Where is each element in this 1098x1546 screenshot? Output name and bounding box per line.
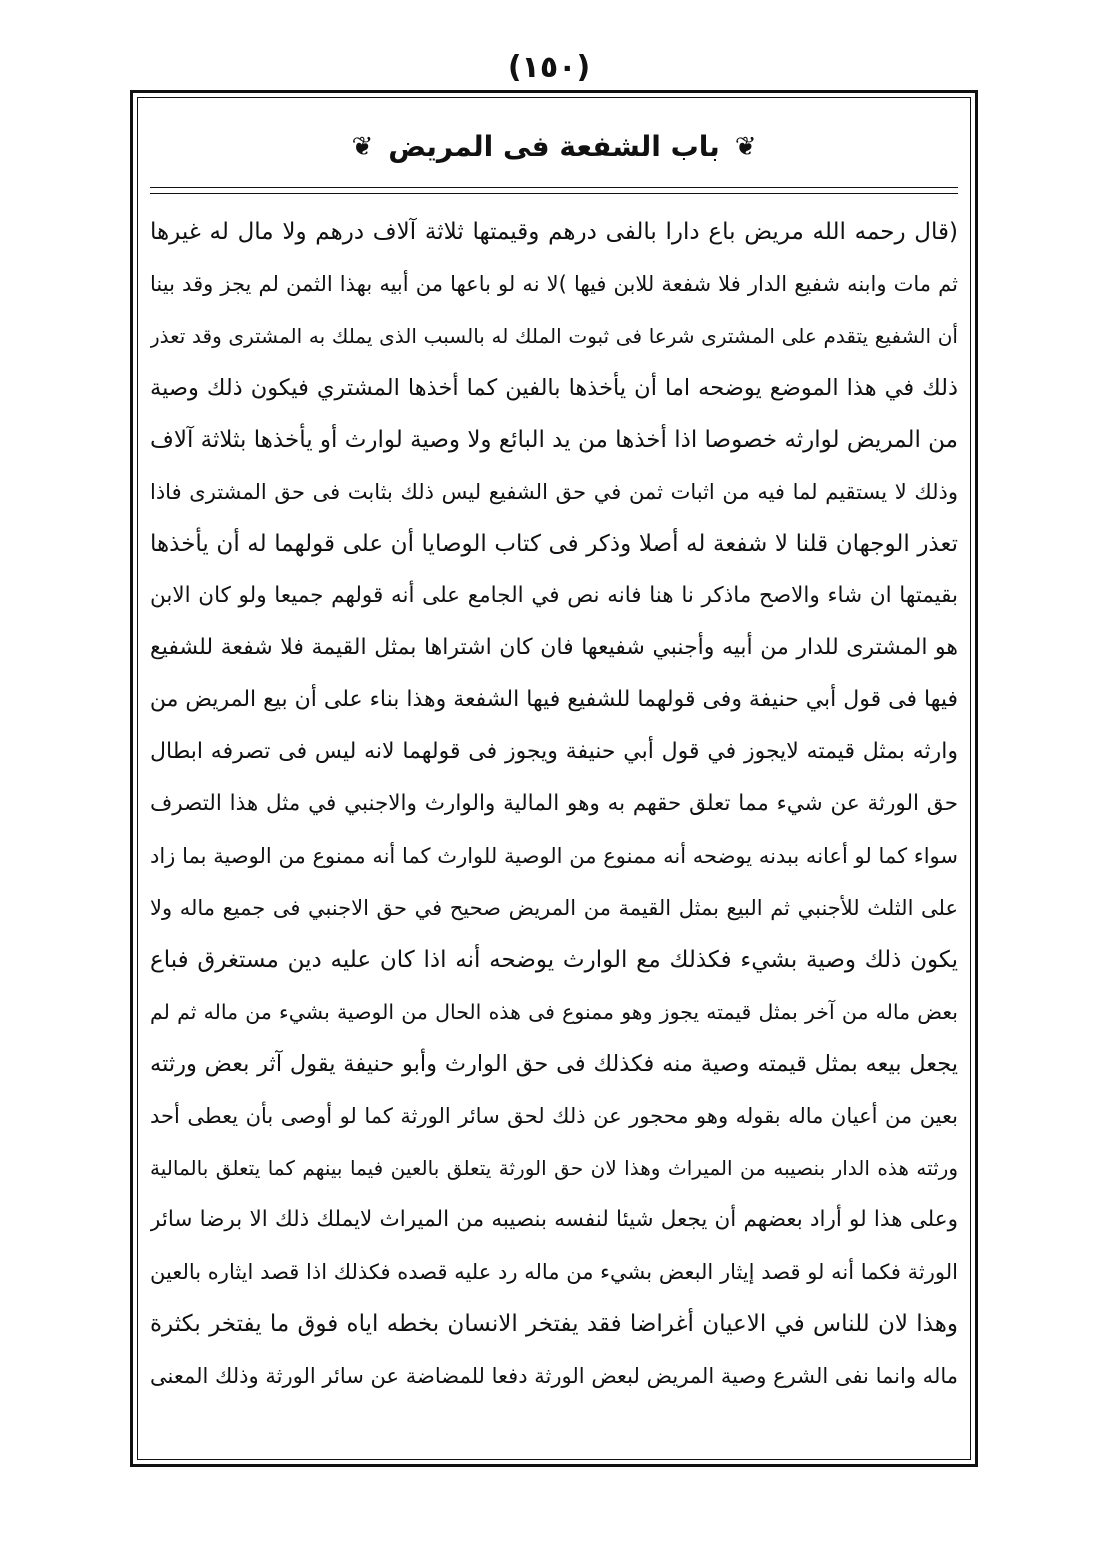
- chapter-header: [137, 118, 971, 174]
- page-number: (١٥٠): [507, 50, 591, 85]
- header-rule-bottom: [150, 193, 958, 194]
- text-line: ماله وانما نفى الشرع وصية المريض لبعض الورثة دفعا للمضاضة عن سائر الورثة وذلك المعنى: [150, 1364, 958, 1388]
- text-line: أن الشفيع يتقدم على المشترى شرعا فى ثبوت الملك له بالسبب الذى يملك به المشترى وقد تعذر: [150, 324, 958, 348]
- chapter-title: باب الشفعة فى المريض: [388, 130, 720, 163]
- text-line: يكون ذلك وصية بشيء فكذلك مع الوارث يوضحه أنه اذا كان عليه دين مستغرق فباع: [150, 947, 958, 973]
- text-line: ورثته هذه الدار بنصيبه من الميراث وهذا لان حق الورثة يتعلق بالعين فيما بينهم كما يتعلق بالمالية: [150, 1156, 958, 1180]
- text-line: وعلى هذا لو أراد بعضهم أن يجعل شيئا لنفسه بنصيبه من الميراث لايملك ذلك الا برضا سائر: [150, 1207, 958, 1232]
- text-line: ثم مات وابنه شفيع الدار فلا شفعة للابن فيها )لا نه لو باعها من أبيه بهذا الثمن لم يجز وقد بينا: [150, 272, 958, 296]
- text-line: من المريض لوارثه خصوصا اذا أخذها من يد البائع ولا وصية لوارث أو يأخذها بثلاثة آلاف: [150, 427, 958, 453]
- text-line: (قال رحمه الله مريض باع دارا بالفى درهم وقيمتها ثلاثة آلاف درهم ولا مال له غيرها: [150, 219, 958, 245]
- text-line: يجعل بيعه بمثل قيمته وصية منه فكذلك فى حق الوارث وأبو حنيفة يقول آثر بعض ورثته: [150, 1051, 958, 1077]
- text-line: فيها فى قول أبي حنيفة وفى قولهما للشفيع فيها الشفعة وهذا بناء على أن بيع المريض من: [150, 687, 958, 712]
- text-line: وهذا لان للناس في الاعيان أغراضا فقد يفتخر الانسان بخطه اياه فوق ما يفتخر بكثرة: [150, 1311, 958, 1337]
- header-rule-top: [150, 187, 958, 188]
- text-line: ذلك في هذا الموضع يوضحه اما أن يأخذها بالفين كما أخذها المشتري فيكون ذلك وصية: [150, 375, 958, 401]
- text-line: وذلك لا يستقيم لما فيه من اثبات ثمن في حق الشفيع ليس ذلك بثابت فى حق المشترى فاذا: [150, 480, 958, 504]
- text-line: سواء كما لو أعانه ببدنه يوضحه أنه ممنوع من الوصية للوارث كما أنه ممنوع من الوصية بما زاد: [150, 844, 958, 868]
- text-line: تعذر الوجهان قلنا لا شفعة له أصلا وذكر فى كتاب الوصايا أن على قولهما له أن يأخذها: [150, 531, 958, 557]
- text-line: بعض ماله من آخر بمثل قيمته يجوز وهو ممنوع فى هذه الحال من الوصية بشيء من ماله ثم لم: [150, 1000, 958, 1024]
- text-line: هو المشترى للدار من أبيه وأجنبي شفيعها فان كان اشتراها بمثل القيمة فلا شفعة للشفيع: [150, 635, 958, 660]
- body-text: [150, 206, 958, 1446]
- text-line: بقيمتها ان شاء والاصح ماذكر نا هنا فانه نص في الجامع على أنه قولهم جميعا ولو كان الابن: [150, 583, 958, 608]
- text-line: بعين من أعيان ماله بقوله وهو محجور عن ذلك لحق سائر الورثة كما لو أوصى بأن يعطى أحد: [150, 1104, 958, 1128]
- ornament-right-icon: ❦: [734, 132, 757, 162]
- text-line: على الثلث للأجنبي ثم البيع بمثل القيمة من المريض صحيح في حق الاجنبي فى جميع ماله ولا: [150, 896, 958, 920]
- text-line: حق الورثة عن شيء مما تعلق حقهم به وهو المالية والوارث والاجنبي في مثل هذا التصرف: [150, 791, 958, 816]
- text-line: وارثه بمثل قيمته لايجوز في قول أبي حنيفة ويجوز فى قولهما لانه ليس فى تصرفه ابطال: [150, 739, 958, 764]
- text-line: الورثة فكما أنه لو قصد إيثار البعض بشيء من ماله رد عليه قصده فكذلك اذا قصد ايثاره بالعين: [150, 1260, 958, 1284]
- ornament-left-icon: ❦: [351, 132, 374, 162]
